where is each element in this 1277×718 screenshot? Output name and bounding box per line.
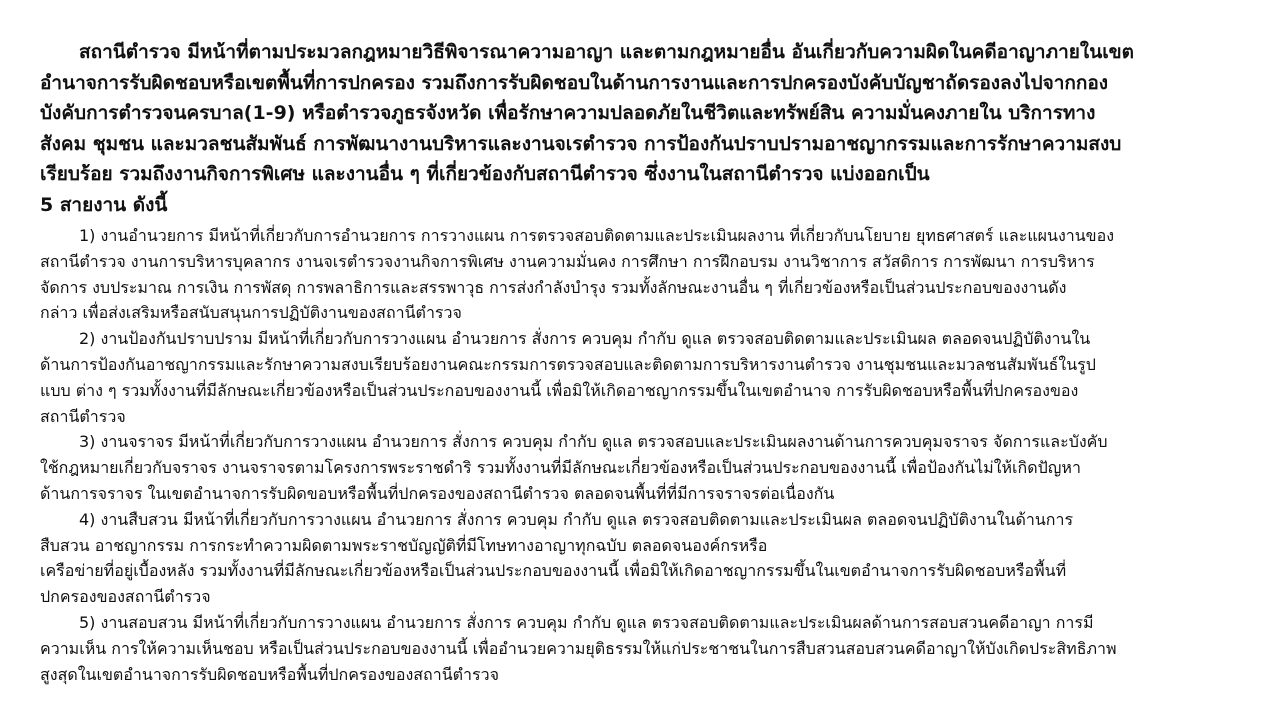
section-crime-prevention — [40, 326, 1252, 429]
intro-line: เรียบร้อย รวมถึงงานกิจการพิเศษ และงานอื่น ๆ ที่เกี่ยวข้องกับสถานีตำรวจ ซึ่งงานในสถานีตำรวจ แบ่งออกเป็น — [40, 163, 930, 186]
section-line: สืบสวน อาชญากรรม การกระทำความผิดตามพระราชบัญญัติที่มีโทษทางอาญาทุกฉบับ ตลอดจนองค์กรหรือ — [40, 535, 768, 555]
section-line: สถานีตำรวจ งานการบริหารบุคลากร งานจเรตำรวจงานกิจการพิเศษ งานความมั่นคง การศึกษา การฝึกอบรม งานวิชาการ สวัสดิการ การพัฒนา การบริหาร — [40, 251, 1095, 271]
section-first-line: 3) งานจราจร มีหน้าที่เกี่ยวกับการวางแผน อำนวยการ สั่งการ ควบคุม กำกับ ดูแล ตรวจสอบและประเมินผลงานด้านการควบคุมจราจร จัดการและบังคับ — [79, 432, 1108, 452]
intro-paragraph — [40, 37, 1252, 221]
intro-closing-line: 5 สายงาน ดังนี้ — [40, 193, 168, 216]
intro-line: บังคับการตำรวจนครบาล(1-9) หรือตำรวจภูธรจังหวัด เพื่อรักษาความปลอดภัยในชีวิตและทรัพย์สิน ความมั่นคงภายใน บริการทาง — [40, 102, 1096, 125]
section-list — [40, 223, 1252, 687]
section-investigation — [40, 507, 1252, 610]
section-line: กล่าว เพื่อส่งเสริมหรือสนับสนุนการปฏิบัติงานของสถานีตำรวจ — [40, 303, 462, 323]
section-line: จัดการ งบประมาณ การเงิน การพัสดุ การพลาธิการและสรรพาวุธ การส่งกำลังบำรุง รวมทั้งลักษณะงานอื่น ๆ ที่เกี่ยวข้องหรือเป็นส่วนประกอบของงานดัง — [40, 277, 1067, 297]
section-first-line: 4) งานสืบสวน มีหน้าที่เกี่ยวกับการวางแผน อำนวยการ สั่งการ ควบคุม กำกับ ดูแล ตรวจสอบติดตามและประเมินผล ตลอดจนปฏิบัติงานในด้านการ — [79, 509, 1074, 529]
section-line: เครือข่ายที่อยู่เบื้องหลัง รวมทั้งงานที่มีลักษณะเกี่ยวข้องหรือเป็นส่วนประกอบของงานนี้ เพื่อมิให้เกิดอาชญากรรมขึ้นในเขตอำนาจการรับผิดชอบหรือพื้นที่ — [40, 561, 1067, 581]
section-first-line: 2) งานป้องกันปราบปราม มีหน้าที่เกี่ยวกับการวางแผน อำนวยการ สั่งการ ควบคุม กำกับ ดูแล ตรวจสอบติดตามและประเมินผล ตลอดจนปฏิบัติงานใน — [79, 329, 1091, 349]
section-line: แบบ ต่าง ๆ รวมทั้งงานที่มีลักษณะเกี่ยวข้องหรือเป็นส่วนประกอบของงานนี้ เพื่อมิให้เกิดอาชญากรรมขึ้นในเขตอำนาจ การรับผิดชอบหรือพื้นที่ปกครองของ — [40, 380, 1079, 400]
intro-line: สังคม ชุมชน และมวลชนสัมพันธ์ การพัฒนางานบริหารและงานจเรตำรวจ การป้องกันปราบปรามอาชญากรรมและการรักษาความสงบ — [40, 132, 1122, 155]
intro-line: อำนาจการรับผิดชอบหรือเขตพื้นที่การปกครอง รวมถึงการรับผิดชอบในด้านการงานและการปกครองบังคับบัญชาถัดรองลงไปจากกอง — [40, 71, 1109, 94]
section-line: ใช้กฎหมายเกี่ยวกับจราจร งานจราจรตามโครงการพระราชดำริ รวมทั้งงานที่มีลักษณะเกี่ยวข้องหรือเป็นส่วนประกอบของงานนี้ เพื่อป้องกันไม่ให้เกิดปัญหา — [40, 458, 1081, 478]
section-line: ความเห็น การให้ความเห็นชอบ หรือเป็นส่วนประกอบของงานนี้ เพื่ออำนวยความยุติธรรมให้แก่ประชาชนในการสืบสวนสอบสวนคดีอาญาให้บังเกิดประสิทธิภาพ — [40, 638, 1117, 658]
section-line: สถานีตำรวจ — [40, 406, 126, 426]
section-inquiry — [40, 610, 1252, 687]
section-line: ด้านการจราจร ในเขตอำนาจการรับผิดขอบหรือพื้นที่ปกครองของสถานีตำรวจ ตลอดจนพื้นที่ที่มีการจราจรต่อเนื่องกัน — [40, 483, 835, 503]
section-line: สูงสุดในเขตอำนาจการรับผิดชอบหรือพื้นที่ปกครองของสถานีตำรวจ — [40, 664, 499, 684]
section-first-line: 1) งานอำนวยการ มีหน้าที่เกี่ยวกับการอำนวยการ การวางแผน การตรวจสอบติดตามและประเมินผลงาน ที่เกี่ยวกับนโยบาย ยุทธศาสตร์ และแผนงานของ — [79, 226, 1115, 245]
section-administration — [40, 223, 1252, 326]
section-first-line: 5) งานสอบสวน มีหน้าที่เกี่ยวกับการวางแผน อำนวยการ สั่งการ ควบคุม กำกับ ดูแล ตรวจสอบติดตามและประเมินผลด้านการสอบสวนคดีอาญา การมี — [79, 612, 1094, 632]
intro-line: สถานีตำรวจ มีหน้าที่ตามประมวลกฎหมายวิธีพิจารณาความอาญา และตามกฎหมายอื่น อันเกี่ยวกับความผิดในคดีอาญาภายในเขต — [79, 41, 1135, 63]
section-traffic — [40, 429, 1252, 506]
section-line: ด้านการป้องกันอาชญากรรมและรักษาความสงบเรียบร้อยงานคณะกรรมการตรวจสอบและติดตามการบริหารงานตำรวจ งานชุมชนและมวลชนสัมพันธ์ในรูป — [40, 354, 1096, 374]
section-line: ปกครองของสถานีตำรวจ — [40, 587, 211, 607]
